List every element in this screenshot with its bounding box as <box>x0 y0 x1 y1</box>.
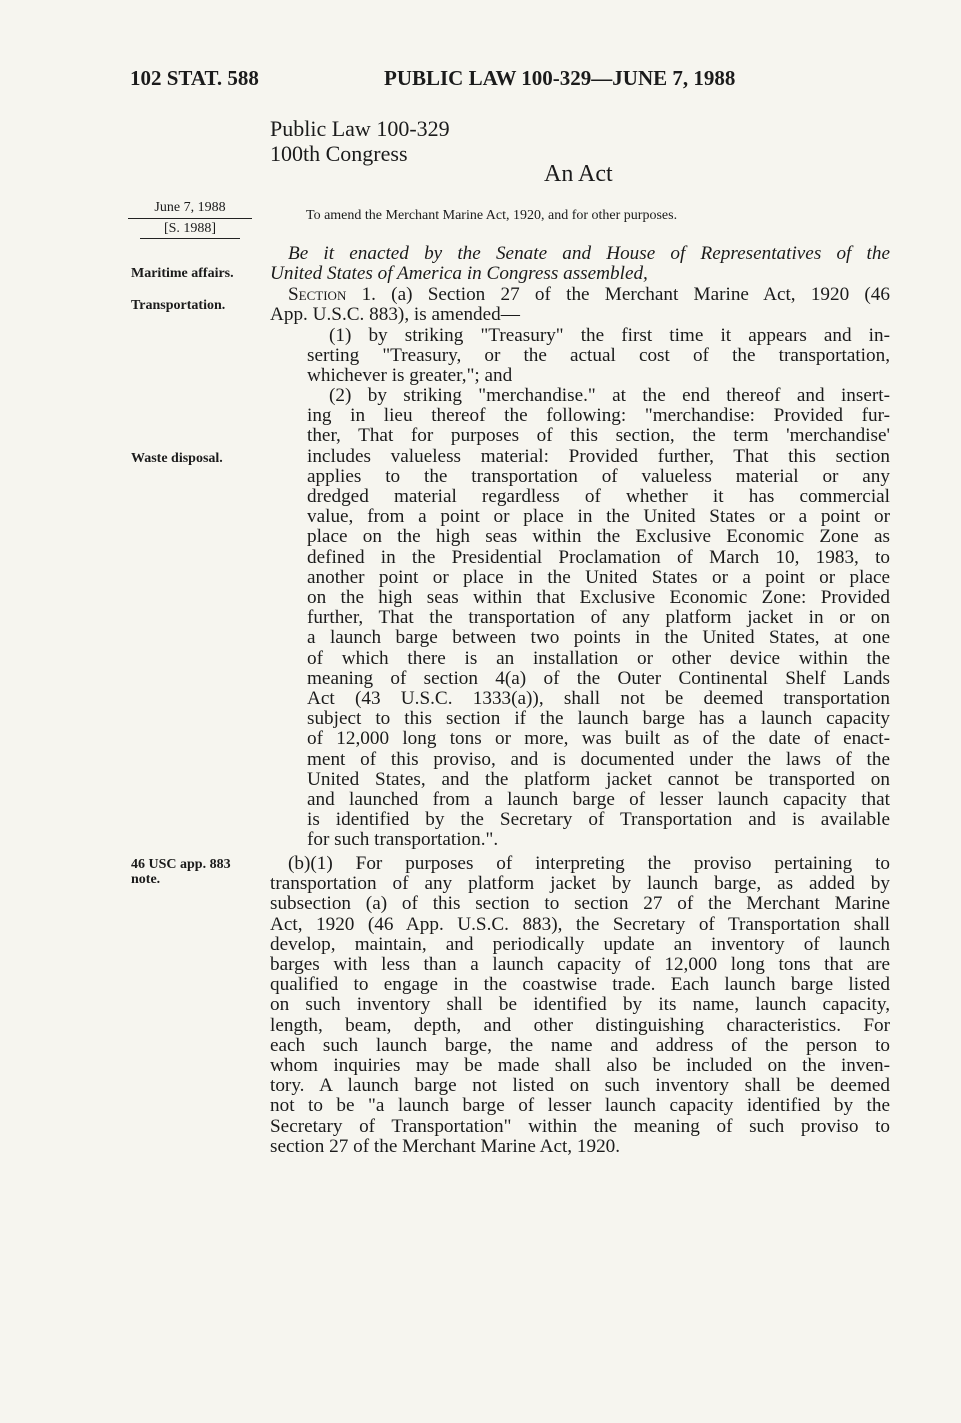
para2-line: applies to the transportation of valueless material or any <box>307 465 890 487</box>
para2-line: ment of this proviso, and is documented under the laws of the <box>307 748 890 770</box>
parab-line: length, beam, depth, and other distinguishing characteristics. For <box>270 1014 890 1036</box>
section-1-text: 1. (a) Section 27 of the Merchant Marine Act, 1920 (46 <box>346 284 890 305</box>
para1-line: (1) by striking "Treasury" the first time it appears and in- <box>329 325 890 346</box>
law-identification <box>270 116 450 166</box>
parab-line: Secretary of Transportation" within the meaning of such proviso to <box>270 1115 890 1137</box>
para2-line: is identified by the Secretary of Transportation and is available <box>307 809 890 831</box>
para2-line: (2) by striking "merchandise." at the end thereof and insert- <box>329 385 890 406</box>
margin-note-waste-disposal: Waste disposal. <box>131 451 223 466</box>
para2-line: ing in lieu thereof the following: "merchandise: Provided fur- <box>307 405 890 427</box>
para1-line: whichever is greater,"; and <box>307 365 513 387</box>
parab-line: each such launch barge, the name and address of the person to <box>270 1034 890 1056</box>
para2-line: further, That the transportation of any platform jacket in or on <box>307 607 890 629</box>
para2-line: ther, That for purposes of this section, the term 'merchandise' <box>307 425 890 447</box>
parab-line: tory. A launch barge not listed on such inventory shall be deemed <box>270 1075 890 1097</box>
parab-line: qualified to engage in the coastwise trade. Each launch barge listed <box>270 974 890 996</box>
act-heading: An Act <box>544 161 613 187</box>
para2-line: on the high seas within that Exclusive Economic Zone: Provided <box>307 587 890 608</box>
para2-line: meaning of section 4(a) of the Outer Continental Shelf Lands <box>307 667 890 689</box>
para2-line: subject to this section if the launch barge has a launch capacity <box>307 708 890 730</box>
section-1-text: App. U.S.C. 883), is amended— <box>270 304 520 325</box>
parab-line: not to be "a launch barge of lesser launch capacity identified by the <box>270 1095 890 1117</box>
stat-page-number: 102 STAT. 588 <box>130 66 259 90</box>
section-label: Section <box>288 284 347 305</box>
usc-citation-line-1: 46 USC app. 883 <box>131 857 231 872</box>
parab-line: (b)(1) For purposes of interpreting the proviso pertaining to <box>288 853 890 874</box>
bill-number: [S. 1988] <box>140 219 240 239</box>
section-1-heading <box>288 285 890 305</box>
para2-line: United States, and the platform jacket cannot be transported on <box>307 768 890 790</box>
congress-number: 100th Congress <box>270 141 408 166</box>
parab-line: Act, 1920 (46 App. U.S.C. 883), the Secretary of Transportation shall <box>270 913 890 935</box>
enacting-clause-line: United States of America in Congress assembled, <box>270 263 648 284</box>
para2-line: of 12,000 long tons or more, was built as of the date of enact- <box>307 728 890 750</box>
para2-line: value, from a point or place in the United States or a point or <box>307 506 890 528</box>
margin-note-maritime: Maritime affairs. <box>131 266 234 281</box>
para2-line: a launch barge between two points in the United States, at one <box>307 627 890 649</box>
para1-line: serting "Treasury, or the actual cost of the transportation, <box>307 345 890 367</box>
para2-line: Act (43 U.S.C. 1333(a)), shall not be deemed transportation <box>307 688 890 709</box>
para2-line: defined in the Presidential Proclamation of March 10, 1983, to <box>307 546 890 568</box>
parab-line: subsection (a) of this section to section 27 of the Merchant Marine <box>270 893 890 915</box>
para2-line: and launched from a launch barge of lesser launch capacity that <box>307 789 890 810</box>
para2-line: another point or place in the United States or a point or place <box>307 566 890 588</box>
para2-line: for such transportation.". <box>307 829 499 851</box>
margin-note-usc-citation <box>131 857 255 887</box>
margin-note-transportation: Transportation. <box>131 298 226 313</box>
running-header <box>130 66 900 92</box>
parab-line: whom inquiries may be made shall also be included on the inven- <box>270 1055 890 1076</box>
law-number: Public Law 100-329 <box>270 116 450 141</box>
public-law-header: PUBLIC LAW 100-329—JUNE 7, 1988 <box>384 66 736 90</box>
parab-line: develop, maintain, and periodically update an inventory of launch <box>270 933 890 955</box>
para2-line: place on the high seas within the Exclusive Economic Zone as <box>307 526 890 548</box>
para2-line: includes valueless material: Provided further, That this section <box>307 445 890 467</box>
purpose-clause: To amend the Merchant Marine Act, 1920, and for other purposes. <box>306 208 678 223</box>
para2-line: of which there is an installation or other device within the <box>307 647 890 669</box>
parab-line: barges with less than a launch capacity of 12,000 long tons that are <box>270 954 890 975</box>
parab-line: on such inventory shall be identified by its name, launch capacity, <box>270 994 890 1016</box>
parab-line: section 27 of the Merchant Marine Act, 1920. <box>270 1135 621 1157</box>
enactment-date: June 7, 1988 <box>128 200 252 219</box>
enacting-clause-line: Be it enacted by the Senate and House of Representatives of the <box>288 243 890 264</box>
usc-citation-line-2: note. <box>131 872 161 887</box>
para2-line: dredged material regardless of whether it has commercial <box>307 486 890 507</box>
date-block <box>128 200 252 239</box>
parab-line: transportation of any platform jacket by launch barge, as added by <box>270 873 890 895</box>
